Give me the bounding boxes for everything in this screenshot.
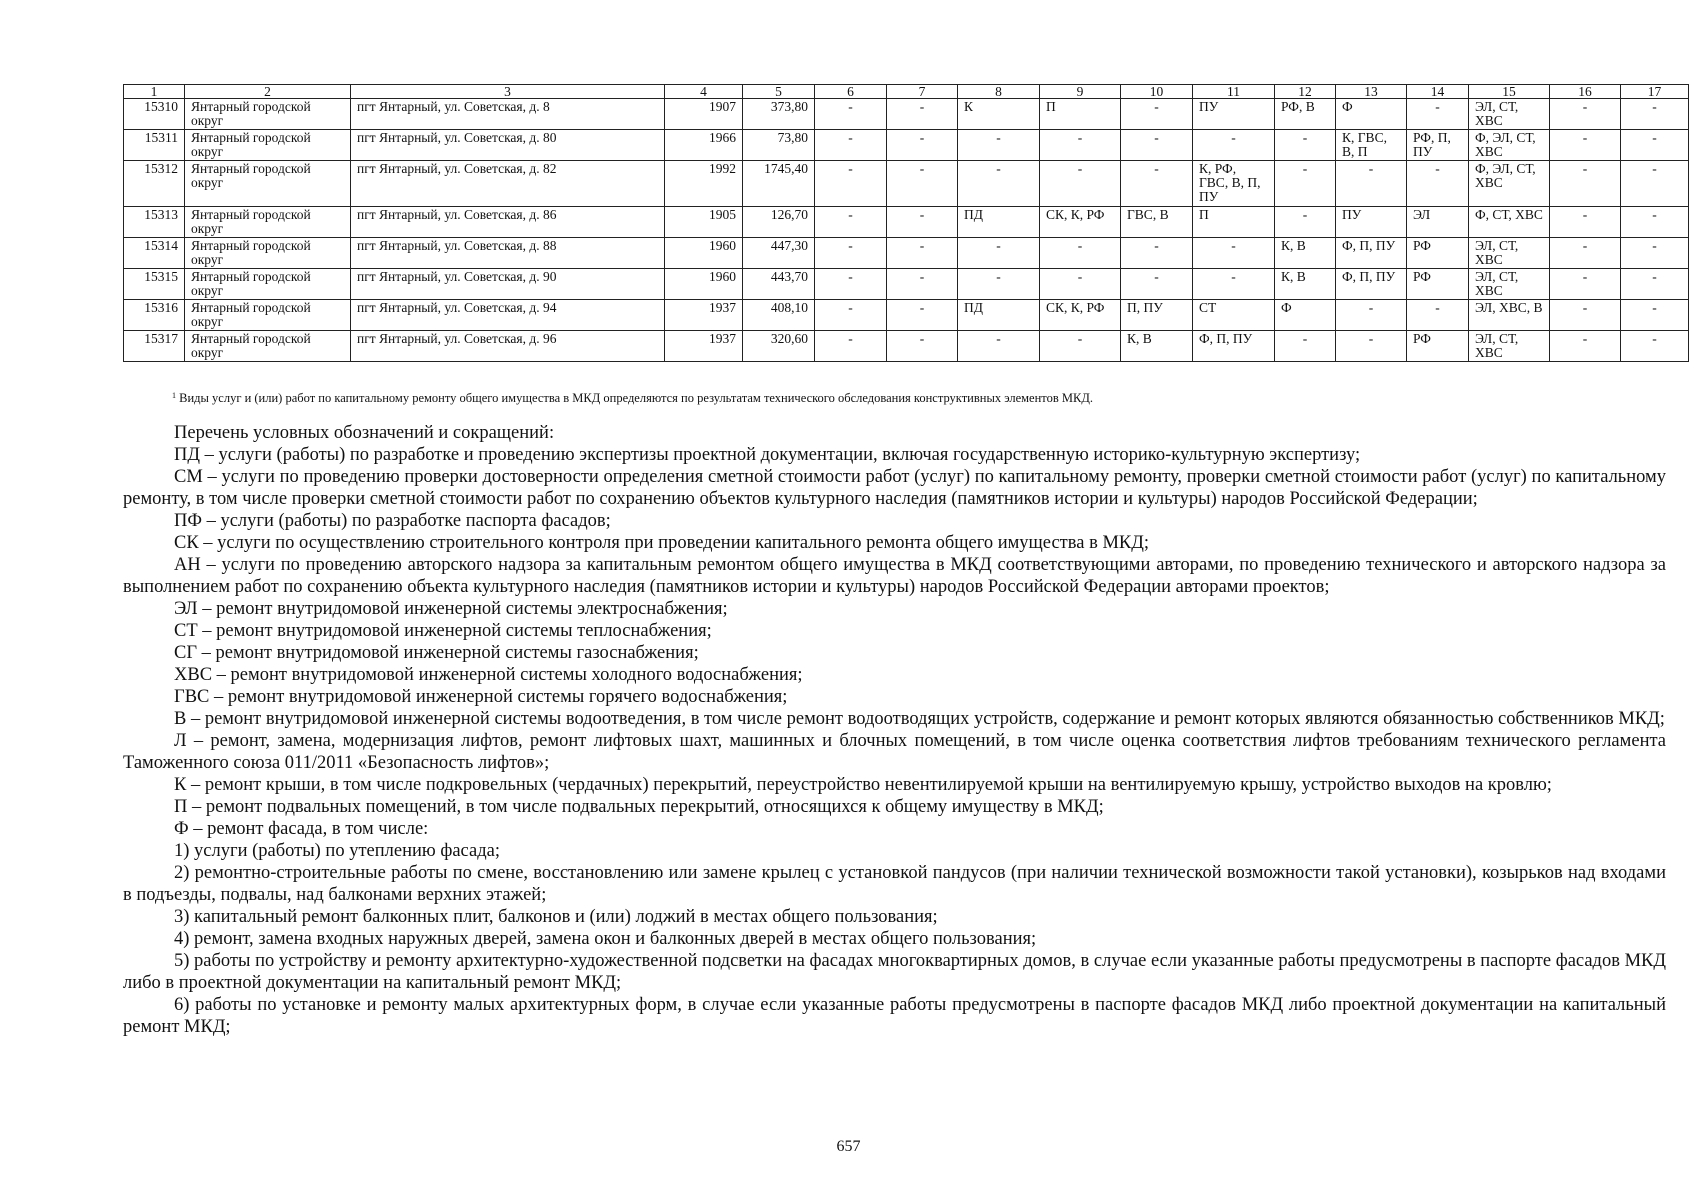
table-cell: 1937	[665, 331, 743, 362]
legend-item: СГ – ремонт внутридомовой инженерной системы газоснабжения;	[174, 643, 699, 663]
table-cell: -	[1621, 238, 1689, 269]
table-cell: ЭЛ, ХВС, В	[1469, 300, 1550, 331]
table-cell: -	[1040, 331, 1121, 362]
table-cell: П	[1193, 207, 1275, 238]
table-cell: пгт Янтарный, ул. Советская, д. 80	[351, 130, 665, 161]
table-cell: -	[887, 300, 958, 331]
table-cell: ЭЛ, СТ, ХВС	[1469, 269, 1550, 300]
legend-item: 2) ремонтно-строительные работы по смене, восстановлению или замене крылец с установкой пандусов (при наличии технической возможности такой установки), козырьков над входами в подъезды, подвалы, над балконами верхних этажей;	[123, 863, 1666, 905]
table-cell: Ф, П, ПУ	[1193, 331, 1275, 362]
table-cell: РФ	[1407, 331, 1469, 362]
table-cell: 320,60	[743, 331, 815, 362]
table-cell: -	[815, 300, 887, 331]
table-cell: -	[958, 161, 1040, 207]
table-row	[124, 99, 1689, 130]
table-cell: -	[1121, 269, 1193, 300]
legend-item: АН – услуги по проведению авторского надзора за капитальным ремонтом общего имущества в МКД соответствующими авторами, по проведению технического и авторского надзора за выполнением работ по сохранению объекта культурного наследия (памятников истории и культуры) народов Российской Федерации авторами проектов;	[123, 555, 1666, 597]
table-cell: -	[1275, 331, 1336, 362]
table-cell: -	[1275, 130, 1336, 161]
legend-item: СК – услуги по осуществлению строительного контроля при проведении капитального ремонта общего имущества в МКД;	[174, 533, 1149, 553]
table-row	[124, 300, 1689, 331]
table-cell: Ф, П, ПУ	[1336, 269, 1407, 300]
column-number-cell: 8	[958, 85, 1040, 99]
table-cell: -	[887, 331, 958, 362]
legend-item: 1) услуги (работы) по утеплению фасада;	[174, 841, 500, 861]
table-cell: 15312	[124, 161, 185, 207]
table-cell: ЭЛ, СТ, ХВС	[1469, 331, 1550, 362]
table-cell: К	[958, 99, 1040, 130]
legend-item: ПФ – услуги (работы) по разработке паспорта фасадов;	[174, 511, 611, 531]
column-number-cell: 5	[743, 85, 815, 99]
table-cell: пгт Янтарный, ул. Советская, д. 88	[351, 238, 665, 269]
table-cell: ГВС, В	[1121, 207, 1193, 238]
table-cell: 408,10	[743, 300, 815, 331]
table-row	[124, 238, 1689, 269]
table-cell: ЭЛ, СТ, ХВС	[1469, 99, 1550, 130]
legend-item: СТ – ремонт внутридомовой инженерной системы теплоснабжения;	[174, 621, 712, 641]
column-number-cell: 4	[665, 85, 743, 99]
table-cell: 15311	[124, 130, 185, 161]
table-cell: ПД	[958, 300, 1040, 331]
table-cell: -	[887, 161, 958, 207]
table-cell: К, В	[1275, 269, 1336, 300]
table-cell: пгт Янтарный, ул. Советская, д. 96	[351, 331, 665, 362]
table-cell: Ф, СТ, ХВС	[1469, 207, 1550, 238]
column-number-cell: 9	[1040, 85, 1121, 99]
table-cell: -	[1121, 130, 1193, 161]
table-cell: -	[887, 207, 958, 238]
table-cell: 373,80	[743, 99, 815, 130]
table-cell: -	[887, 238, 958, 269]
table-cell: -	[1621, 99, 1689, 130]
column-number-cell: 1	[124, 85, 185, 99]
table-cell: -	[1550, 161, 1621, 207]
table-cell: Ф, П, ПУ	[1336, 238, 1407, 269]
table-cell: Янтарный городской округ	[185, 238, 351, 269]
footnote-marker: 1	[172, 391, 176, 400]
table-cell: П, ПУ	[1121, 300, 1193, 331]
page-number: 657	[836, 1138, 861, 1155]
legend-item: В – ремонт внутридомовой инженерной системы водоотведения, в том числе ремонт водоотводящих устройств, содержание и ремонт которых являются обязанностью собственников МКД;	[174, 709, 1665, 729]
table-cell: -	[958, 238, 1040, 269]
legend-item: 4) ремонт, замена входных наружных дверей, замена окон и балконных дверей в местах общего пользования;	[174, 929, 1037, 949]
table-cell: 1960	[665, 238, 743, 269]
table-cell: Ф	[1275, 300, 1336, 331]
legend-item: СМ – услуги по проведению проверки достоверности определения сметной стоимости работ (услуг) по капитальному ремонту, проверки сметной стоимости работ (услуг) по капитальному ремонту, в том числе проверки сметной стоимости работ по сохранению объектов культурного наследия (памятников истории и культуры) народов Российской Федерации;	[123, 467, 1666, 509]
table-body	[124, 99, 1689, 362]
table-cell: РФ, В	[1275, 99, 1336, 130]
abbreviations-legend	[123, 422, 1666, 1038]
column-number-cell: 11	[1193, 85, 1275, 99]
legend-items	[123, 444, 1666, 1038]
table-cell: -	[1336, 331, 1407, 362]
table-header	[124, 85, 1689, 99]
table-cell: ПУ	[1193, 99, 1275, 130]
table-cell: -	[815, 130, 887, 161]
table-cell: 1960	[665, 269, 743, 300]
table-cell: -	[1407, 300, 1469, 331]
table-cell: 1992	[665, 161, 743, 207]
legend-item: ХВС – ремонт внутридомовой инженерной системы холодного водоснабжения;	[174, 665, 803, 685]
table-cell: пгт Янтарный, ул. Советская, д. 90	[351, 269, 665, 300]
column-number-cell: 12	[1275, 85, 1336, 99]
table-row	[124, 161, 1689, 207]
column-number-row	[124, 85, 1689, 99]
table-cell: 443,70	[743, 269, 815, 300]
table-row	[124, 269, 1689, 300]
table-cell: 447,30	[743, 238, 815, 269]
table-cell: 73,80	[743, 130, 815, 161]
column-number-cell: 2	[185, 85, 351, 99]
column-number-cell: 14	[1407, 85, 1469, 99]
table-cell: СК, К, РФ	[1040, 207, 1121, 238]
column-number-cell: 13	[1336, 85, 1407, 99]
table-cell: 1937	[665, 300, 743, 331]
column-number-cell: 6	[815, 85, 887, 99]
table-cell: пгт Янтарный, ул. Советская, д. 8	[351, 99, 665, 130]
table-cell: К, РФ, ГВС, В, П, ПУ	[1193, 161, 1275, 207]
table-cell: -	[815, 238, 887, 269]
table-cell: 15310	[124, 99, 185, 130]
table-cell: -	[1550, 238, 1621, 269]
table-cell: К, В	[1275, 238, 1336, 269]
table-cell: РФ, П, ПУ	[1407, 130, 1469, 161]
table-cell: -	[958, 331, 1040, 362]
table-cell: -	[1550, 331, 1621, 362]
table-cell: ПУ	[1336, 207, 1407, 238]
table-cell: -	[1040, 238, 1121, 269]
table-cell: -	[1621, 161, 1689, 207]
table-cell: РФ	[1407, 269, 1469, 300]
table-cell: -	[1193, 269, 1275, 300]
table-cell: -	[815, 269, 887, 300]
table-cell: -	[1621, 331, 1689, 362]
table-cell: 15314	[124, 238, 185, 269]
table-cell: -	[1275, 207, 1336, 238]
table-cell: 1905	[665, 207, 743, 238]
table-cell: пгт Янтарный, ул. Советская, д. 94	[351, 300, 665, 331]
table-cell: Янтарный городской округ	[185, 269, 351, 300]
table-cell: -	[1621, 269, 1689, 300]
column-number-cell: 17	[1621, 85, 1689, 99]
table-cell: -	[1040, 130, 1121, 161]
table-cell: 1966	[665, 130, 743, 161]
table-cell: -	[887, 99, 958, 130]
table-cell: -	[1621, 300, 1689, 331]
table-cell: -	[815, 207, 887, 238]
table-cell: Янтарный городской округ	[185, 207, 351, 238]
table-cell: 126,70	[743, 207, 815, 238]
building-register-table	[123, 84, 1689, 362]
table-cell: -	[1040, 161, 1121, 207]
table-cell: -	[958, 269, 1040, 300]
table-row	[124, 207, 1689, 238]
table-cell: пгт Янтарный, ул. Советская, д. 86	[351, 207, 665, 238]
table-cell: ЭЛ, СТ, ХВС	[1469, 238, 1550, 269]
footnote-text: Виды услуг и (или) работ по капитальному ремонту общего имущества в МКД определяются по результатам технического обследования конструктивных элементов МКД.	[176, 391, 1093, 405]
table-cell: пгт Янтарный, ул. Советская, д. 82	[351, 161, 665, 207]
table-cell: -	[1621, 207, 1689, 238]
table-cell: -	[1193, 238, 1275, 269]
table-cell: 1745,40	[743, 161, 815, 207]
table-cell: -	[1193, 130, 1275, 161]
table-cell: Янтарный городской округ	[185, 300, 351, 331]
table-cell: -	[1550, 99, 1621, 130]
table-cell: Янтарный городской округ	[185, 130, 351, 161]
table-cell: -	[887, 130, 958, 161]
table-cell: -	[1121, 99, 1193, 130]
legend-item: 3) капитальный ремонт балконных плит, балконов и (или) лоджий в местах общего пользования;	[174, 907, 938, 927]
table-cell: -	[1121, 161, 1193, 207]
table-cell: П	[1040, 99, 1121, 130]
legend-item: Ф – ремонт фасада, в том числе:	[174, 819, 429, 839]
table-cell: Янтарный городской округ	[185, 331, 351, 362]
table-cell: Ф, ЭЛ, СТ, ХВС	[1469, 161, 1550, 207]
table-cell: -	[1550, 269, 1621, 300]
legend-item: 6) работы по установке и ремонту малых архитектурных форм, в случае если указанные работы предусмотрены в паспорте фасадов МКД либо проектной документации на капитальный ремонт МКД;	[123, 995, 1666, 1037]
table-cell: -	[815, 161, 887, 207]
table-cell: К, ГВС, В, П	[1336, 130, 1407, 161]
legend-item: ПД – услуги (работы) по разработке и проведению экспертизы проектной документации, включая государственную историко-культурную экспертизу;	[174, 445, 1361, 465]
table-cell: 1907	[665, 99, 743, 130]
column-number-cell: 15	[1469, 85, 1550, 99]
table-cell: -	[1040, 269, 1121, 300]
table-cell: Янтарный городской округ	[185, 99, 351, 130]
table-cell: -	[815, 99, 887, 130]
table-cell: -	[1407, 99, 1469, 130]
table-cell: -	[1550, 207, 1621, 238]
table-cell: -	[958, 130, 1040, 161]
column-number-cell: 3	[351, 85, 665, 99]
table-cell: -	[887, 269, 958, 300]
table-cell: Ф	[1336, 99, 1407, 130]
table-cell: -	[1550, 130, 1621, 161]
footnote	[172, 391, 1632, 405]
table-cell: К, В	[1121, 331, 1193, 362]
legend-item: Л – ремонт, замена, модернизация лифтов, ремонт лифтовых шахт, машинных и блочных помещений, в том числе оценка соответствия лифтов требованиям технического регламента Таможенного союза 011/2011 «Безопасность лифтов»;	[123, 731, 1666, 773]
legend-item: ГВС – ремонт внутридомовой инженерной системы горячего водоснабжения;	[174, 687, 788, 707]
table-cell: Ф, ЭЛ, СТ, ХВС	[1469, 130, 1550, 161]
table-cell: ЭЛ	[1407, 207, 1469, 238]
table-cell: -	[1407, 161, 1469, 207]
table-cell: -	[1275, 161, 1336, 207]
table-cell: -	[1336, 300, 1407, 331]
table-cell: СТ	[1193, 300, 1275, 331]
table-cell: -	[1550, 300, 1621, 331]
table-row	[124, 130, 1689, 161]
legend-item: ЭЛ – ремонт внутридомовой инженерной системы электроснабжения;	[174, 599, 728, 619]
table-cell: 15316	[124, 300, 185, 331]
table-cell: ПД	[958, 207, 1040, 238]
table-cell: 15317	[124, 331, 185, 362]
table-cell: Янтарный городской округ	[185, 161, 351, 207]
column-number-cell: 10	[1121, 85, 1193, 99]
legend-title: Перечень условных обозначений и сокращений:	[174, 423, 555, 443]
legend-item: 5) работы по устройству и ремонту архитектурно-художественной подсветки на фасадах многоквартирных домов, в случае если указанные работы предусмотрены в паспорте фасадов МКД либо в проектной документации на капитальный ремонт МКД;	[123, 951, 1666, 993]
table-cell: СК, К, РФ	[1040, 300, 1121, 331]
legend-item: П – ремонт подвальных помещений, в том числе подвальных перекрытий, относящихся к общему имуществу в МКД;	[174, 797, 1104, 817]
table-cell: -	[1336, 161, 1407, 207]
column-number-cell: 16	[1550, 85, 1621, 99]
table-cell: -	[1121, 238, 1193, 269]
table-cell: -	[1621, 130, 1689, 161]
table-cell: 15315	[124, 269, 185, 300]
table-row	[124, 331, 1689, 362]
table-cell: 15313	[124, 207, 185, 238]
column-number-cell: 7	[887, 85, 958, 99]
table-cell: РФ	[1407, 238, 1469, 269]
table-cell: -	[815, 331, 887, 362]
legend-item: К – ремонт крыши, в том числе подкровельных (чердачных) перекрытий, переустройство невентилируемой крыши на вентилируемую крышу, устройство выходов на кровлю;	[174, 775, 1552, 795]
